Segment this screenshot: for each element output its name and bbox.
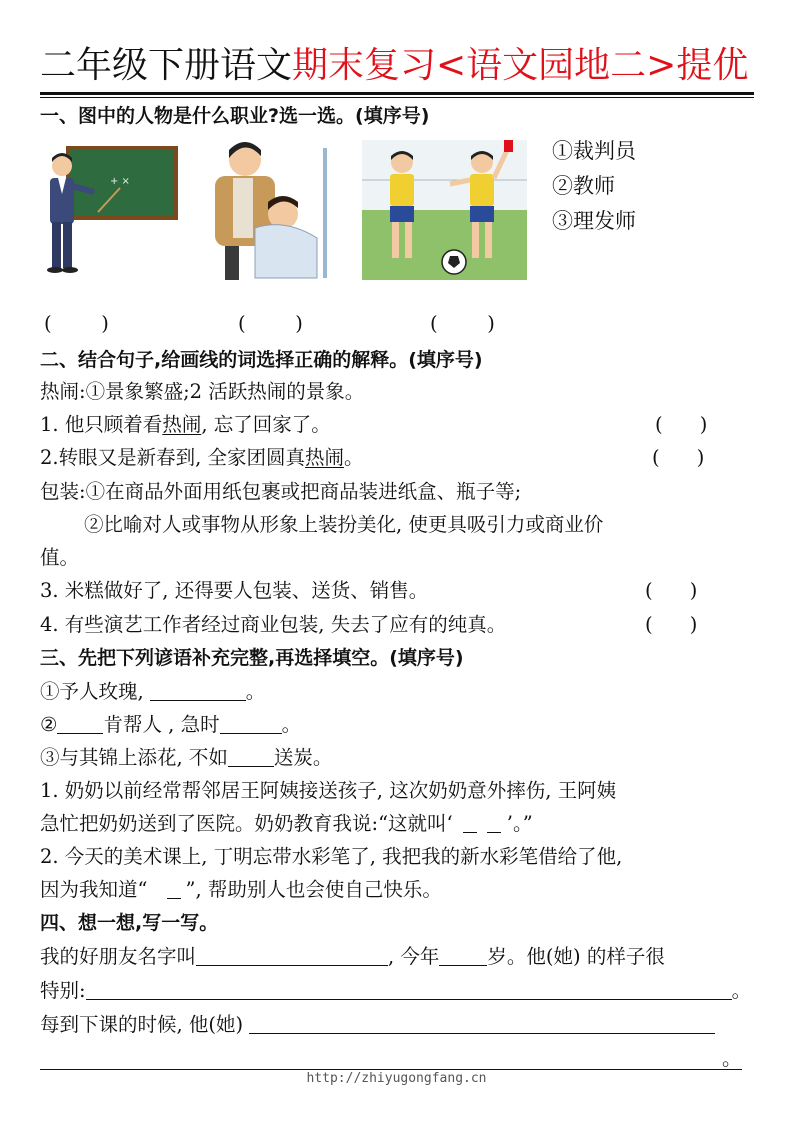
definition-baozhuang-3: 值。 [40, 546, 80, 569]
title-rule [40, 92, 754, 95]
definition-renao: 热闹:①景象繁盛;2 活跃热闹的景象。 [40, 380, 365, 403]
teacher-illustration [40, 140, 180, 280]
proverb-3-blank[interactable] [228, 744, 274, 767]
proverb-2: ② 肯帮人 , 急时 。 [40, 713, 302, 736]
question-3-1-blank-a[interactable] [463, 810, 477, 833]
option-barber: ③理发师 [552, 209, 636, 233]
appearance-blank[interactable] [86, 977, 732, 1000]
proverb-2-blank-a[interactable] [57, 711, 103, 734]
question-3-1-line-2: 急忙把奶奶送到了医院。奶奶教育我说:“这就叫‘ ’。” [40, 812, 533, 835]
title-rule-thin [40, 97, 754, 98]
writing-line-4-end: 。 [722, 1047, 742, 1070]
proverb-3: ③与其锦上添花, 不如 送炭。 [40, 746, 333, 769]
proverb-1: ①予人玫瑰, 。 [40, 680, 266, 703]
answer-blank-2-3[interactable]: ( ) [645, 579, 698, 602]
answer-blank-2-4[interactable]: ( ) [645, 613, 698, 636]
answer-blank-2-2[interactable]: ( ) [652, 446, 705, 469]
question-3-1-line-1: 1. 奶奶以前经常帮邻居王阿姨接送孩子, 这次奶奶意外摔伤, 王阿姨 [40, 779, 617, 802]
question-2-1: 1. 他只顾着看热闹, 忘了回家了。 [40, 413, 331, 436]
title-grade: 二年级下册语文 [40, 45, 293, 86]
svg-text:+ ×: + × [110, 176, 130, 187]
question-3-1-blank-b[interactable] [487, 810, 501, 833]
section-2-heading: 二、结合句子,给画线的词选择正确的解释。(填序号) [40, 349, 483, 371]
writing-line-4-rule[interactable] [40, 1069, 742, 1070]
page-title [40, 42, 748, 90]
section-3-heading: 三、先把下列谚语补充完整,再选择填空。(填序号) [40, 647, 464, 669]
friend-age-blank[interactable] [439, 943, 487, 966]
friend-name-blank[interactable] [196, 943, 388, 966]
answer-blank-2[interactable]: ( ) [238, 312, 303, 335]
definition-baozhuang-2: ②比喻对人或事物从形象上装扮美化, 使更具吸引力或商业价 [84, 513, 604, 536]
writing-line-3: 每到下课的时候, 他(她) [40, 1010, 715, 1040]
title-topic: 期末复习<语文园地二>提优 [292, 45, 749, 86]
option-referee: ①裁判员 [552, 139, 636, 163]
question-2-4: 4. 有些演艺工作者经过商业包装, 失去了应有的纯真。 [40, 613, 507, 636]
option-teacher: ②教师 [552, 174, 615, 198]
referee-illustration [362, 140, 527, 280]
barber-illustration [205, 138, 340, 283]
proverb-1-blank[interactable] [150, 678, 246, 701]
section-1-heading: 一、图中的人物是什么职业?选一选。(填序号) [40, 105, 430, 127]
writing-line-2: 特别: 。 [40, 979, 752, 1002]
section-4-heading: 四、想一想,写一写。 [40, 912, 219, 934]
writing-line-1: 我的好朋友名字叫 , 今年 岁。他(她) 的样子很 [40, 945, 665, 968]
answer-blank-2-1[interactable]: ( ) [655, 413, 708, 436]
answer-blank-1[interactable]: ( ) [44, 312, 109, 335]
footer-url: http://zhiyugongfang.cn [306, 1071, 487, 1086]
break-time-blank[interactable] [249, 1011, 715, 1034]
question-3-2-blank[interactable] [167, 876, 181, 899]
definition-baozhuang-1: 包装:①在商品外面用纸包裹或把商品装进纸盒、瓶子等; [40, 480, 522, 503]
question-3-2-line-2: 因为我知道“ ”, 帮助别人也会使自己快乐。 [40, 878, 442, 901]
answer-blank-3[interactable]: ( ) [430, 312, 495, 335]
question-2-2: 2.转眼又是新春到, 全家团圆真热闹。 [40, 446, 364, 469]
proverb-2-blank-b[interactable] [220, 711, 282, 734]
question-3-2-line-1: 2. 今天的美术课上, 丁明忘带水彩笔了, 我把我的新水彩笔借给了他, [40, 845, 623, 868]
question-2-3: 3. 米糕做好了, 还得要人包装、送货、销售。 [40, 579, 429, 602]
